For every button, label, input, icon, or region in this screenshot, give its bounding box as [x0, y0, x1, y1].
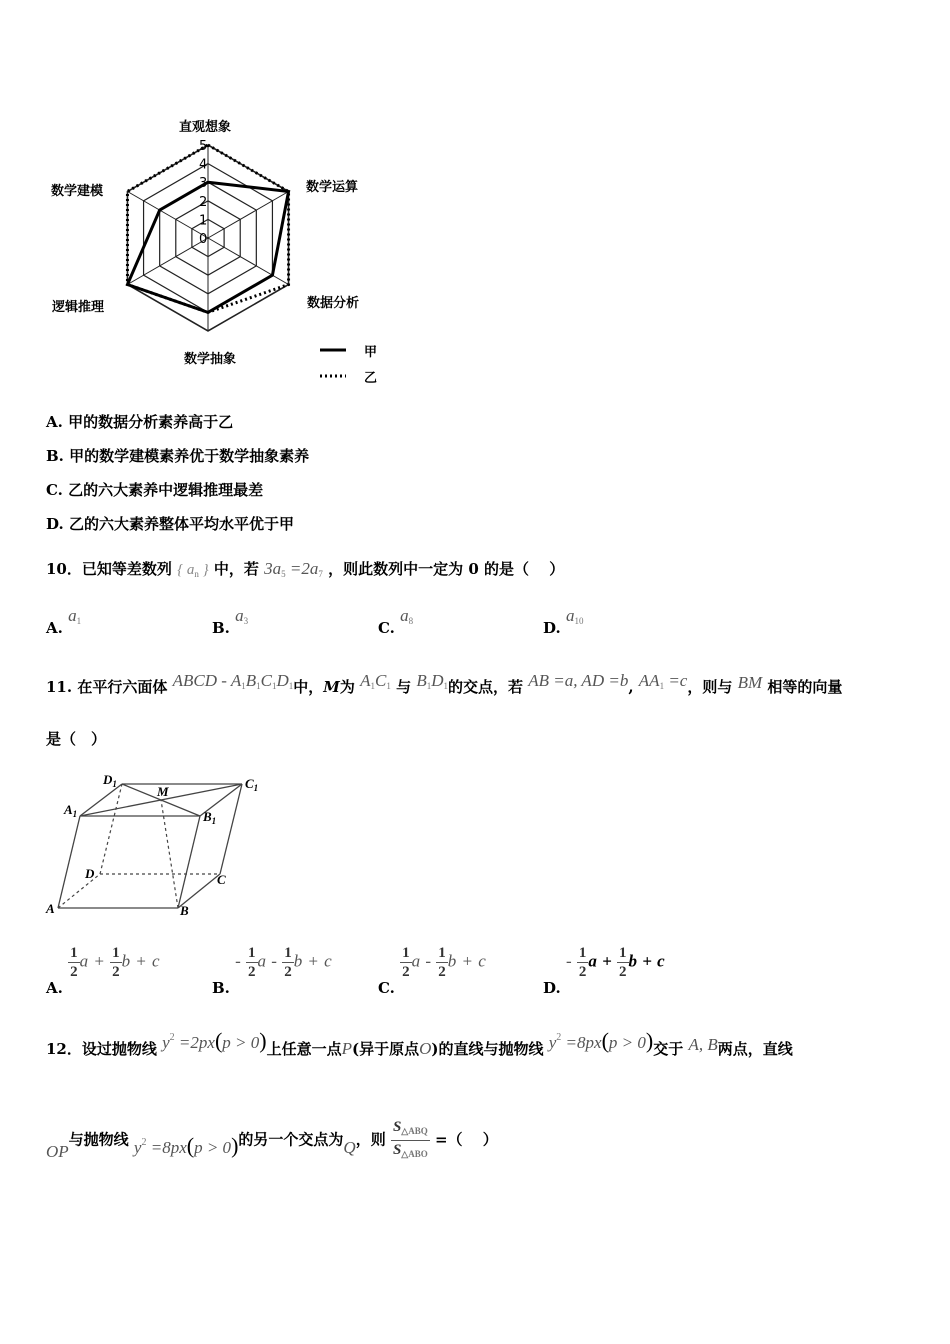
sub: 1: [76, 616, 82, 626]
sign: -: [235, 951, 241, 971]
stem-text: 设过抛物线: [81, 1040, 157, 1058]
num: 1: [619, 945, 627, 961]
sequence-brace: { $a_n$ }: [177, 562, 209, 579]
sub: 10: [574, 616, 584, 626]
radar-spoke: [208, 192, 289, 239]
legend-label-jia: 甲: [364, 345, 378, 360]
den: 2: [112, 964, 120, 980]
t: D: [103, 772, 113, 787]
vec-a: a: [588, 951, 597, 971]
sub: 8: [408, 616, 414, 626]
condition: [264, 559, 323, 578]
vec-c: c: [152, 951, 160, 971]
edge-aa1: [58, 816, 80, 908]
num: 1: [402, 945, 410, 961]
stem-text: =（ ）: [429, 1130, 498, 1149]
op: +: [602, 951, 612, 971]
den: 2: [578, 964, 587, 980]
sub: △ABO: [401, 1149, 428, 1159]
points-ab: A, B: [688, 1035, 718, 1054]
sup: 2: [556, 1032, 562, 1043]
q9-option-a: [46, 411, 233, 432]
num: 1: [284, 945, 292, 961]
sup: 2: [141, 1136, 147, 1148]
option-letter: B.: [212, 978, 230, 997]
vec-c: c: [657, 951, 665, 971]
equation-3: $y^2 =8px(p > 0)$: [133, 1132, 239, 1158]
seg: A: [360, 671, 371, 690]
label-a: A: [46, 901, 55, 916]
option-math: [235, 606, 248, 625]
option-letter: C.: [378, 978, 395, 997]
radar-axis-label: 逻辑推理: [52, 300, 105, 315]
equation-1: $y^2 =2px(p > 0)$: [162, 1028, 267, 1053]
option-letter: A.: [46, 619, 63, 637]
question-number: 10．: [46, 560, 82, 578]
var: a: [68, 606, 77, 625]
radar-tick-label: 0: [199, 232, 208, 247]
cond-sub: 7: [318, 569, 323, 579]
label-m: M: [157, 784, 169, 799]
stem-text: ，则: [355, 1130, 386, 1149]
eq: y: [162, 1033, 170, 1052]
q10-stem: [46, 558, 564, 579]
den: 2: [402, 964, 410, 980]
vec-a: a: [257, 951, 267, 971]
q11-option-b: [212, 944, 332, 997]
stem-text: 为: [339, 678, 355, 696]
radar-axis-label: 数学抽象: [184, 352, 237, 367]
radar-legend: [320, 350, 346, 376]
q11-option-c: [378, 944, 486, 997]
label-b1: [202, 809, 216, 826]
q10-option-a: [46, 606, 82, 638]
stem-text: 0: [468, 560, 479, 578]
seq-sub: n: [194, 569, 199, 579]
stem-text: 与: [396, 678, 412, 696]
fraction-half: [68, 944, 80, 981]
radar-tick-label: 4: [199, 157, 208, 173]
op: +: [307, 951, 319, 971]
solid-name: [173, 671, 294, 690]
q9-option-c: [46, 479, 263, 500]
sub: 1: [288, 681, 294, 691]
q11-stem-line1: 11. 在平行六面体 ABCD - $A_1B_1C_1D_1$中，M为 $A_1C_1$ 与 $B_1D_1$的交点，若 AB =a, AD =b, $AA_1 =c$，则与 BM 相等的向量: [46, 671, 843, 696]
label-b: B: [180, 903, 189, 918]
cond: p > 0: [608, 1033, 646, 1052]
parallelepiped-figure: [40, 768, 280, 928]
option-text: 甲的数学建模素养优于数学抽象素养: [69, 447, 310, 465]
legend-label-yi: 乙: [364, 371, 378, 386]
q9-option-d: [46, 513, 294, 534]
sup: 2: [169, 1032, 175, 1043]
vec-a: a: [79, 951, 89, 971]
vec-c: c: [324, 951, 332, 971]
stem-text: 的另一个交点为: [238, 1130, 344, 1149]
solid-part: ABCD - A: [172, 671, 242, 690]
radar-axis-label: 数学运算: [306, 180, 359, 195]
option-text: 乙的六大素养整体平均水平优于甲: [68, 515, 294, 533]
radar-tick-label: 3: [199, 176, 208, 192]
solid-part: D: [276, 671, 289, 690]
q10-option-b: [212, 606, 249, 638]
seg: C: [375, 671, 387, 690]
cond-part: =2a: [285, 559, 319, 578]
den: 2: [438, 964, 446, 980]
stem-text: 已知等差数列: [81, 560, 172, 578]
cond-part: 3a: [264, 559, 282, 578]
num: 1: [438, 945, 446, 961]
sub: 1: [443, 681, 448, 691]
vec-c: c: [478, 951, 486, 971]
label-a1: [63, 802, 77, 819]
solid-part: C: [260, 671, 272, 690]
option-letter: D.: [543, 978, 561, 997]
option-letter: D.: [46, 515, 64, 533]
stem-text: 与抛物线: [68, 1130, 129, 1149]
vec-b: b: [121, 951, 131, 971]
fraction-half: [436, 944, 448, 981]
label-d: D: [85, 866, 95, 881]
sub: △ABQ: [401, 1126, 428, 1136]
t: B: [203, 809, 212, 824]
seg: B: [416, 671, 427, 690]
eq: y: [133, 1137, 142, 1157]
op: +: [461, 951, 473, 971]
segment-a1c1: [360, 671, 391, 690]
q12-stem-line2: [46, 1118, 498, 1163]
t: 1: [253, 783, 259, 793]
edge-bb1: [178, 816, 200, 908]
q10-option-d: [543, 606, 584, 638]
stem-text: 中，: [293, 678, 324, 696]
line-op: OP: [46, 1141, 69, 1161]
stem-text: 在平行六面体: [77, 678, 168, 696]
sign: -: [565, 951, 572, 971]
radar-axis-label: 直观想象: [179, 120, 232, 135]
q11-option-d: [543, 944, 665, 997]
q9-option-b: [46, 445, 309, 466]
point-o: O: [419, 1039, 432, 1058]
vector-bm: BM: [737, 673, 763, 692]
radar-tick-labels: [199, 139, 207, 247]
option-letter: B.: [46, 447, 64, 465]
stem-text: )的直线与抛物线: [431, 1040, 544, 1058]
option-letter: D.: [543, 619, 561, 637]
cond-part: AA: [638, 671, 660, 690]
vec-a: a: [411, 951, 421, 971]
stem-text: 的交点，若: [448, 678, 524, 696]
vec-b: b: [293, 951, 303, 971]
cond-part: =c: [664, 671, 688, 690]
eq: =8px: [146, 1137, 187, 1157]
fraction-half: [617, 944, 629, 981]
den: 2: [284, 964, 292, 980]
fraction-half: [400, 944, 412, 981]
condition-aa1: [639, 671, 688, 690]
var: a: [565, 606, 575, 625]
option-text: 乙的六大素养中逻辑推理最差: [68, 481, 264, 499]
radar-axis-label: 数学建模: [51, 184, 104, 199]
op: -: [425, 951, 432, 971]
den: 2: [70, 964, 78, 980]
q12-stem-line1: [46, 1028, 793, 1060]
eq: y: [548, 1033, 557, 1052]
sub: 1: [256, 681, 261, 691]
den: 2: [619, 964, 627, 980]
t: C: [245, 776, 254, 791]
label-c: C: [217, 872, 226, 887]
fraction-half: [110, 944, 122, 981]
sub: 1: [370, 681, 375, 691]
num: 1: [70, 945, 78, 961]
stem-text: 的是（ ）: [484, 560, 565, 578]
stem-text: 中，若: [213, 560, 259, 578]
vec-b: b: [628, 951, 637, 971]
option-letter: A.: [46, 978, 63, 997]
option-letter: A.: [46, 413, 63, 431]
stem-text: ，则此数列中一定为: [328, 560, 464, 578]
stem-text: ，则与: [687, 678, 733, 696]
q11-option-a: [46, 944, 160, 997]
op: +: [135, 951, 147, 971]
cond: p > 0: [194, 1137, 232, 1157]
seg: D: [431, 671, 444, 690]
stem-text: (异于原点: [352, 1040, 420, 1058]
cond: p > 0: [222, 1033, 260, 1052]
op: -: [271, 951, 277, 971]
var: a: [235, 606, 244, 625]
num: 1: [248, 945, 256, 961]
ratio-den: [391, 1141, 430, 1163]
ratio-num: [391, 1118, 430, 1141]
op: +: [93, 951, 105, 971]
vec-b: b: [447, 951, 457, 971]
stem-text: 两点，直线: [717, 1040, 793, 1058]
question-number: 11.: [46, 678, 73, 696]
sub: 1: [241, 681, 246, 691]
radar-spoke: [127, 238, 208, 285]
option-letter: C.: [378, 619, 395, 637]
question-number: 12．: [46, 1040, 82, 1058]
stem-text: 相等的向量: [767, 678, 843, 696]
eq: =8px: [561, 1033, 602, 1052]
num: 1: [578, 945, 587, 961]
q11-stem-line2: 是（ ）: [46, 730, 107, 748]
fraction-half: [577, 944, 589, 981]
fraction-half: [246, 944, 258, 981]
t: 1: [72, 809, 78, 819]
op: +: [642, 951, 652, 971]
radar-tick-label: 2: [199, 194, 208, 210]
option-letter: C.: [46, 481, 63, 499]
t: 1: [211, 816, 217, 826]
t: 1: [112, 779, 117, 789]
radar-tick-label: 5: [199, 139, 208, 154]
s: S: [392, 1142, 402, 1158]
radar-axis-label: 数据分析: [307, 296, 360, 311]
option-math: [68, 606, 81, 625]
seq-var: a: [186, 562, 195, 578]
sub: 1: [386, 681, 391, 691]
radar-tick-label: 1: [199, 213, 208, 229]
stem-text: 上任意一点: [266, 1040, 342, 1058]
option-math: [400, 606, 413, 625]
option-letter: B.: [212, 619, 230, 637]
point-m: M: [323, 678, 340, 696]
option-text: 甲的数据分析素养高于乙: [68, 413, 234, 431]
point-p: P: [341, 1039, 352, 1058]
option-math: [566, 606, 584, 625]
q10-option-c: [378, 606, 414, 638]
var: a: [400, 606, 409, 625]
equation-2: $y^2 =8px(p > 0)$: [548, 1028, 654, 1053]
eq: =2px: [174, 1033, 215, 1052]
t: A: [64, 802, 73, 817]
point-q: Q: [343, 1137, 356, 1157]
label-d1: [102, 772, 117, 789]
den: 2: [248, 964, 256, 980]
radar-grid: [127, 145, 288, 331]
fraction-half: [282, 944, 294, 981]
stem-text: 交于: [653, 1040, 684, 1058]
label-c1: [245, 776, 258, 793]
solid-part: B: [245, 671, 257, 690]
s: S: [392, 1119, 402, 1135]
radar-spoke: [127, 192, 208, 239]
segment-b1d1: [416, 671, 448, 690]
num: 1: [112, 945, 120, 961]
sub: 1: [271, 681, 277, 691]
sub: 3: [243, 616, 249, 626]
sub: 1: [426, 681, 432, 691]
cond-sub: 5: [281, 569, 286, 579]
condition: AB =a, AD =b: [528, 671, 629, 690]
area-ratio: [391, 1118, 430, 1163]
sub: 1: [659, 681, 665, 691]
